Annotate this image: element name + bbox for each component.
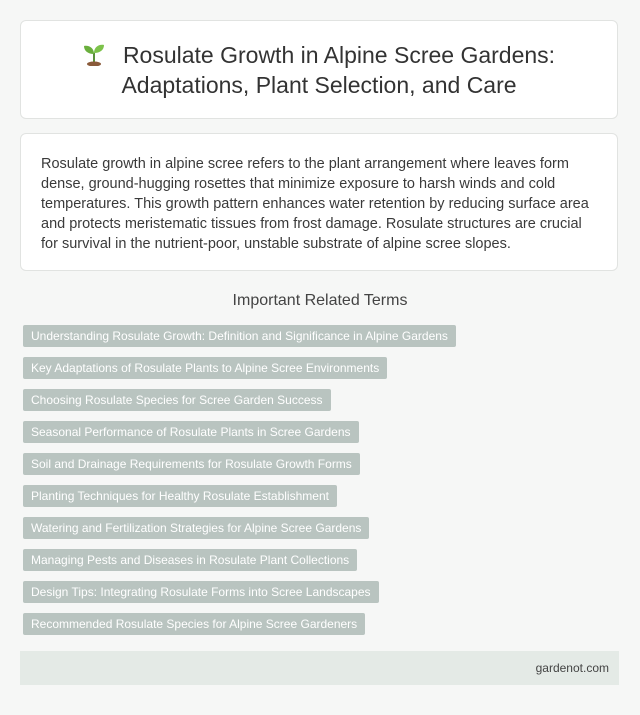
seedling-icon	[83, 42, 105, 66]
intro-card	[20, 133, 618, 271]
related-term-tag[interactable]: Recommended Rosulate Species for Alpine Scree Gardeners	[23, 613, 365, 635]
related-term-tag[interactable]: Planting Techniques for Healthy Rosulate Establishment	[23, 485, 337, 507]
related-terms-list	[23, 325, 623, 645]
related-term-tag[interactable]: Understanding Rosulate Growth: Definition and Significance in Alpine Gardens	[23, 325, 456, 347]
related-term-tag[interactable]: Soil and Drainage Requirements for Rosulate Growth Forms	[23, 453, 360, 475]
page-title-wrap	[59, 40, 579, 100]
related-term-tag[interactable]: Design Tips: Integrating Rosulate Forms into Scree Landscapes	[23, 581, 379, 603]
intro-text: Rosulate growth in alpine scree refers to the plant arrangement where leaves form dense, ground-hugging rosettes that minimize exposure to harsh winds and cold temperatures. This growth pattern enhances water retention by reducing surface area and protects meristematic tissues from frost damage. Rosulate structures are crucial for survival in the nutrient-poor, unstable substrate of alpine scree slopes.	[41, 156, 589, 252]
related-terms-heading: Important Related Terms	[232, 292, 408, 309]
footer-site-link[interactable]: gardenot.com	[535, 661, 609, 675]
related-term-tag[interactable]: Seasonal Performance of Rosulate Plants in Scree Gardens	[23, 421, 359, 443]
related-term-tag[interactable]: Managing Pests and Diseases in Rosulate Plant Collections	[23, 549, 357, 571]
related-term-tag[interactable]: Key Adaptations of Rosulate Plants to Alpine Scree Environments	[23, 357, 387, 379]
page-title: Rosulate Growth in Alpine Scree Gardens: Adaptations, Plant Selection, and Care	[121, 41, 556, 98]
title-card	[20, 20, 618, 119]
related-term-tag[interactable]: Watering and Fertilization Strategies for Alpine Scree Gardens	[23, 517, 369, 539]
related-term-tag[interactable]: Choosing Rosulate Species for Scree Garden Success	[23, 389, 331, 411]
footer	[20, 651, 619, 685]
